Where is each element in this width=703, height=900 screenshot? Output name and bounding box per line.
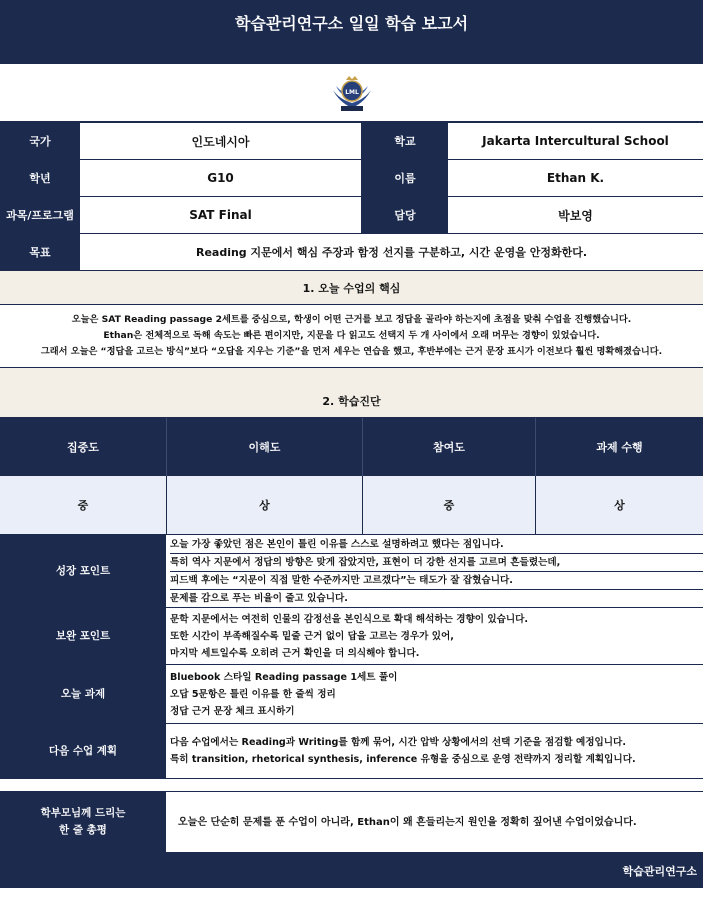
program-value: SAT Final [80,197,362,233]
grade-value: G10 [80,160,362,196]
summary-line: 그래서 오늘은 “정답을 고르는 방식”보다 “오답을 지우는 기준”을 먼저 세우는 연습을 했고, 후반부에는 근거 문장 표시가 이전보다 훨씬 명확해졌습니다. [40,346,663,357]
teacher-label: 담당 [362,197,448,233]
parent-comment-line: 오늘은 단순히 문제를 푼 수업이 아니라, Ethan이 왜 흔들리는지 원인을 정확히 짚어낸 수업이었습니다. [178,816,637,828]
homework-line: 정답 근거 문장 체크 표시하기 [170,705,295,717]
diagnosis-header-homework: 과제 수행 [596,441,643,454]
homework-line: Bluebook 스타일 Reading passage 1세트 풀이 [170,671,398,683]
comment-spacer [0,779,703,792]
name-label: 이름 [362,160,448,196]
parent-comment-label-line: 한 줄 총평 [59,824,107,836]
improve-point-label: 보완 포인트 [0,608,166,664]
growth-point-text [166,535,703,607]
improve-line: 마지막 세트일수록 오히려 근거 확인을 더 의식해야 합니다. [170,647,420,659]
growth-line: 문제를 감으로 푸는 비율이 줄고 있습니다. [170,592,348,604]
next-plan-row [0,724,703,779]
improve-point-text [166,608,703,664]
next-plan-label: 다음 수업 계획 [0,724,166,778]
homework-line: 오답 5문항은 틀린 이유를 한 줄씩 정리 [170,688,336,700]
program-label: 과목/프로그램 [0,197,80,233]
summary-line: 오늘은 SAT Reading passage 2세트를 중심으로, 학생이 어떤 근거를 보고 정답을 골라야 하는지에 초점을 맞춰 수업을 진행했습니다. [71,314,632,325]
diagnosis-header-focus: 집중도 [0,418,167,476]
info-row-grade [0,160,703,197]
report-footer [0,853,703,888]
parent-comment-row [0,792,703,853]
country-value: 인도네시아 [80,123,362,159]
diagnosis-value-participation: 중 [363,476,536,534]
header-band [0,44,703,64]
info-row-program [0,197,703,234]
improve-line: 또한 시간이 부족해질수록 밑줄 근거 없이 답을 고르는 경우가 있어, [170,630,454,642]
report-title: 학습관리연구소 일일 학습 보고서 [234,13,469,33]
school-label: 학교 [362,123,448,159]
growth-point-label: 성장 포인트 [0,535,166,607]
diagnosis-value-understanding: 상 [167,476,363,534]
homework-label: 오늘 과제 [0,665,166,723]
diagnosis-value-homework: 상 [614,499,625,512]
goal-value: Reading 지문에서 핵심 주장과 함정 선지를 구분하고, 시간 운영을 안정화한다. [195,246,588,259]
diagnosis-header-participation: 참여도 [363,418,536,476]
grade-label: 학년 [0,160,80,196]
diagnosis-header-understanding: 이해도 [167,418,363,476]
parent-comment-text [166,792,703,852]
parent-comment-label-line: 학부모님께 드리는 [40,807,126,819]
growth-line: 특히 역사 지문에서 정답의 방향은 맞게 잡았지만, 표현이 더 강한 선지를 고르며 흔들렸는데, [170,554,703,572]
improve-point-row [0,608,703,665]
school-value: Jakarta Intercultural School [482,134,669,148]
parent-comment-label [0,792,166,852]
name-value: Ethan K. [546,171,605,185]
diagnosis-header-row [0,418,703,476]
section2-title: 2. 학습진단 [0,384,703,418]
improve-line: 문학 지문에서는 여전히 인물의 감정선을 본인식으로 확대 해석하는 경향이 있습니다. [170,613,529,625]
summary-line: Ethan은 전체적으로 독해 속도는 빠른 편이지만, 지문을 다 읽고도 선택지 두 개 사이에서 오래 머무는 경향이 있었습니다. [103,330,600,341]
info-row-goal [0,234,703,271]
growth-line: 오늘 가장 좋았던 점은 본인이 틀린 이유를 스스로 설명하려고 했다는 점입니다. [170,536,703,554]
info-row-country [0,123,703,160]
lesson-summary [0,305,703,368]
goal-label: 목표 [0,234,80,270]
country-label: 국가 [0,123,80,159]
next-plan-line: 특히 transition, rhetorical synthesis, inference 유형을 중심으로 운영 전략까지 정리할 계획입니다. [170,754,636,765]
logo-text: LML [344,88,359,96]
section1-title: 1. 오늘 수업의 핵심 [0,271,703,305]
logo-row [0,64,703,123]
institute-logo [329,72,375,114]
next-plan-text [166,724,703,778]
section-spacer [0,368,703,384]
teacher-value: 박보영 [558,208,593,223]
growth-line: 피드백 후에는 “지문이 직접 말한 수준까지만 고르겠다”는 태도가 잘 잡혔습니다. [170,572,703,590]
diagnosis-value-row [0,476,703,535]
homework-row [0,665,703,724]
report-header [0,0,703,44]
diagnosis-value-focus: 중 [0,476,167,534]
homework-text [166,665,703,723]
footer-org: 학습관리연구소 [622,864,697,878]
growth-point-row [0,535,703,608]
next-plan-line: 다음 수업에서는 Reading과 Writing를 함께 묶어, 시간 압박 상황에서의 선택 기준을 점검할 예정입니다. [170,737,626,748]
